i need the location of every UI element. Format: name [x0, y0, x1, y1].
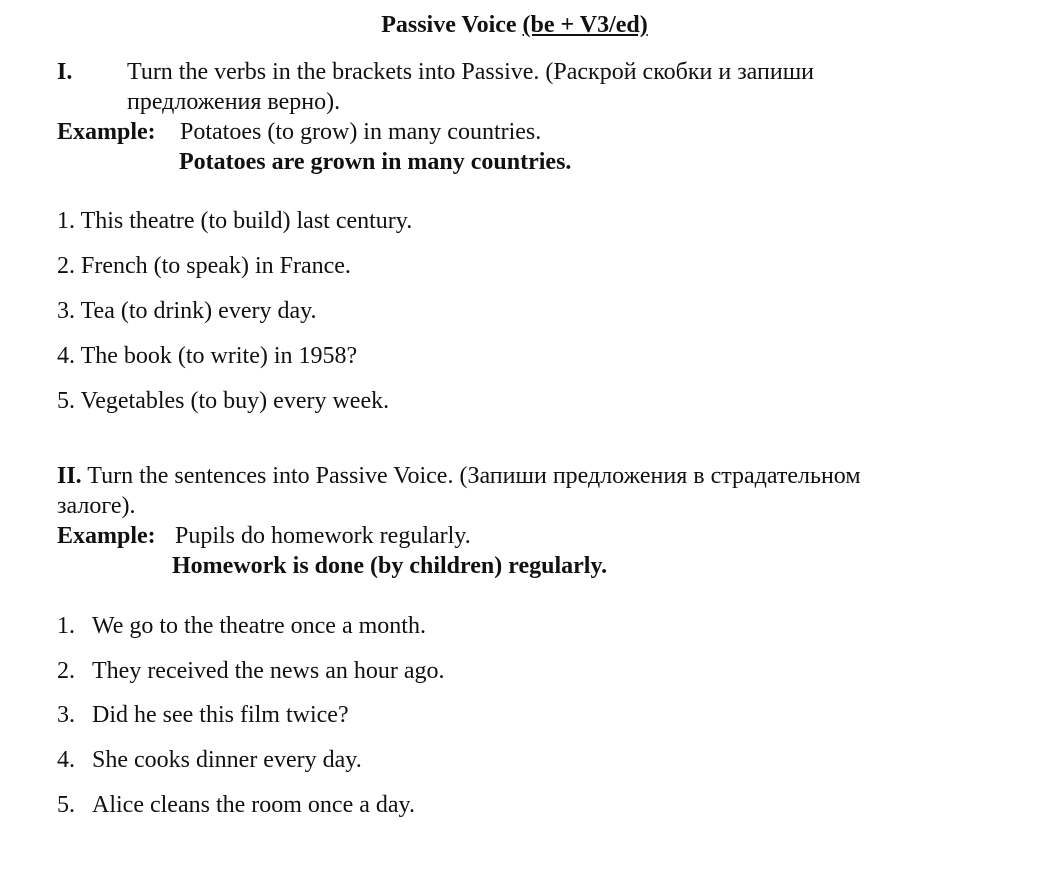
section1-instruction-line1: Turn the verbs in the brackets into Passive. (Раскрой скобки и запиши [127, 59, 815, 85]
list-item: 2. French (to speak) in France. [57, 253, 351, 279]
list-item-number: 1. [57, 613, 75, 639]
section2-numeral: II. [57, 463, 82, 489]
title-formula: (be + V3/ed) [522, 12, 648, 38]
section1-example-text: Potatoes (to grow) in many countries. [180, 119, 542, 145]
list-item-text: She cooks dinner every day. [92, 747, 362, 773]
section2-example-label: Example: [57, 523, 156, 549]
section1-instruction-line2: предложения верно). [127, 89, 341, 115]
section2-instruction-line1 [57, 463, 861, 490]
section2-instruction-text: Turn the sentences into Passive Voice. (Запиши предложения в страдательном [81, 463, 861, 489]
list-item: 5. Vegetables (to buy) every week. [57, 388, 390, 414]
title-main: Passive Voice [381, 12, 523, 38]
list-item: 3. Tea (to drink) every day. [57, 298, 317, 324]
list-item-text: We go to the theatre once a month. [92, 613, 426, 639]
list-item-number: 3. [57, 702, 75, 728]
section2-example-text: Pupils do homework regularly. [175, 523, 471, 549]
section1-example-label: Example: [57, 119, 156, 145]
section2-example-answer: Homework is done (by children) regularly. [172, 553, 608, 579]
list-item-text: They received the news an hour ago. [92, 658, 445, 684]
list-item: 1. This theatre (to build) last century. [57, 208, 413, 234]
section2-instruction-line2: залоге). [57, 493, 136, 519]
list-item-number: 5. [57, 792, 75, 818]
list-item-number: 4. [57, 747, 75, 773]
section1-example-answer: Potatoes are grown in many countries. [179, 149, 572, 175]
list-item-text: Alice cleans the room once a day. [92, 792, 415, 818]
page-title [0, 12, 1029, 39]
list-item-text: Did he see this film twice? [92, 702, 349, 728]
list-item-number: 2. [57, 658, 75, 684]
section1-numeral: I. [57, 59, 73, 85]
list-item: 4. The book (to write) in 1958? [57, 343, 358, 369]
